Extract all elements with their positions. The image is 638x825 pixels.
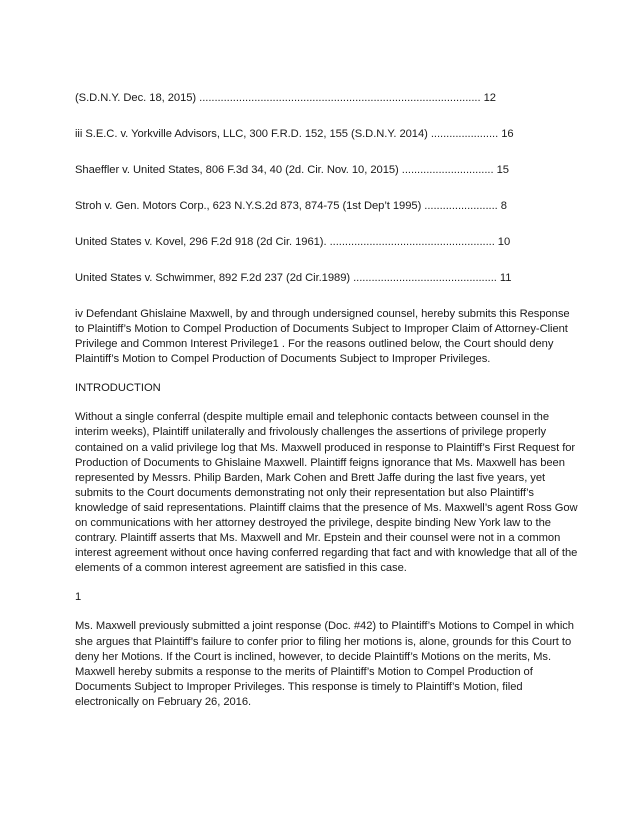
toc-entry: United States v. Kovel, 296 F.2d 918 (2d Cir. 1961). ...................................................... 10 — [75, 236, 511, 248]
toc-entry: iii S.E.C. v. Yorkville Advisors, LLC, 300 F.R.D. 152, 155 (S.D.N.Y. 2014) ...................... 16 — [75, 128, 514, 140]
toc-entry: United States v. Schwimmer, 892 F.2d 237 (2d Cir.1989) ............................................... 11 — [75, 272, 512, 284]
footnote-paragraph: Ms. Maxwell previously submitted a joint response (Doc. #42) to Plaintiff’s Motions to Compel in which she argues that Plaintiff’s failure to confer prior to filing her motions is, alone, grounds for this Court to deny her Motions. If the Court is inclined, however, to decide Plaintiff’s Motions on the merits, Ms. Maxwell hereby submits a response to the merits of Plaintiff’s Motion to Compel Production of Documents Subject to Improper Privileges. This response is timely to Plaintiff’s Motion, filed electronically on February 26, 2016. — [75, 620, 574, 708]
section-heading: INTRODUCTION — [75, 382, 161, 395]
table-of-authorities — [75, 91, 578, 286]
toc-entry: (S.D.N.Y. Dec. 18, 2015) ............................................................................................ 12 — [75, 92, 496, 104]
body-paragraph: Without a single conferral (despite multiple email and telephonic contacts between counsel in the interim weeks), Plaintiff unilaterally and frivolously challenges the assertions of privilege properly contained on a valid privilege log that Ms. Maxwell produced in response to Plaintiff’s First Request for Production of Documents to Ghislaine Maxwell. Plaintiff feigns ignorance that Ms. Maxwell has been represented by Messrs. Philip Barden, Mark Cohen and Brett Jaffe during the last five years, yet submits to the Court documents demonstrating not only their representation but also Plaintiff’s knowledge of said representations. Plaintiff claims that the presence of Ms. Maxwell’s agent Ross Gow on communications with her attorney destroyed the privilege, despite binding New York law to the contrary. Plaintiff asserts that Ms. Maxwell and Mr. Epstein and their counsel were not in a common interest agreement without once having conferred regarding that fact and with knowledge that all of the elements of a common interest agreement are satisfied in this case. — [75, 411, 578, 575]
intro-paragraph: iv Defendant Ghislaine Maxwell, by and through undersigned counsel, hereby submits this Response to Plaintiff’s Motion to Compel Production of Documents Subject to Improper Claim of Attorney-Client Privilege and Common Interest Privilege1 . For the reasons outlined below, the Court should deny Plaintiff’s Motion to Compel Production of Documents Subject to Improper Privileges. — [75, 308, 570, 366]
toc-entry: Stroh v. Gen. Motors Corp., 623 N.Y.S.2d 873, 874-75 (1st Dep’t 1995) ........................ 8 — [75, 200, 507, 212]
footnote-number: 1 — [75, 591, 82, 604]
toc-entry: Shaeffler v. United States, 806 F.3d 34, 40 (2d. Cir. Nov. 10, 2015) .............................. 15 — [75, 164, 509, 176]
